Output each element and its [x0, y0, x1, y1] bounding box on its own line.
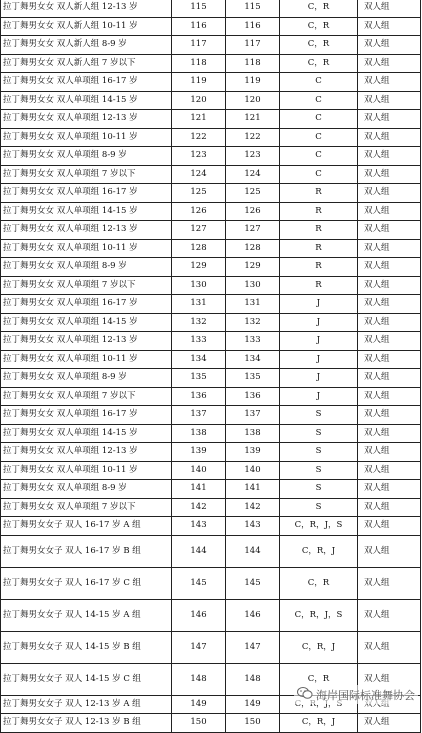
watermark-text: 海岸国际标准舞协会: [316, 688, 415, 702]
event-name-cell: 拉丁舞男女女 双人新人组 8-9 岁: [1, 36, 172, 55]
event-number-cell: 147: [172, 631, 226, 663]
table-row: [1, 631, 421, 663]
event-number-cell: 117: [172, 36, 226, 55]
dances-cell: J: [280, 295, 358, 314]
dances-cell: C，R，J: [280, 631, 358, 663]
event-no-cell: 118: [226, 54, 280, 73]
dances-cell: C: [280, 91, 358, 110]
event-name-cell: 拉丁舞男女女 双人单项组 12-13 岁: [1, 443, 172, 462]
event-no-cell: 132: [226, 313, 280, 332]
table-row: [1, 0, 421, 17]
table-row: [1, 498, 421, 517]
group-type-cell: 双人组: [358, 387, 421, 406]
event-no-cell: 116: [226, 17, 280, 36]
event-no-cell: 126: [226, 202, 280, 221]
group-type-cell: 双人组: [358, 461, 421, 480]
table-row: [1, 369, 421, 388]
table-row: [1, 91, 421, 110]
table-row: [1, 184, 421, 203]
event-number-cell: 129: [172, 258, 226, 277]
dances-cell: S: [280, 424, 358, 443]
event-no-cell: 128: [226, 239, 280, 258]
dances-cell: C，R，J: [280, 535, 358, 567]
event-no-cell: 147: [226, 631, 280, 663]
dances-cell: S: [280, 443, 358, 462]
event-no-cell: 140: [226, 461, 280, 480]
event-no-cell: 148: [226, 663, 280, 695]
dances-cell: S: [280, 406, 358, 425]
event-no-cell: 138: [226, 424, 280, 443]
dances-cell: C，R: [280, 0, 358, 17]
event-name-cell: 拉丁舞男女女子 双人 12-13 岁 B 组: [1, 714, 172, 733]
dances-cell: C: [280, 73, 358, 92]
group-type-cell: 双人组: [358, 599, 421, 631]
event-no-cell: 143: [226, 517, 280, 536]
dances-cell: J: [280, 387, 358, 406]
event-number-cell: 141: [172, 480, 226, 499]
event-number-cell: 133: [172, 332, 226, 351]
dances-cell: C，R，J: [280, 714, 358, 733]
event-number-cell: 116: [172, 17, 226, 36]
table-row: [1, 350, 421, 369]
table-row: [1, 239, 421, 258]
dances-cell: R: [280, 239, 358, 258]
table-row: [1, 599, 421, 631]
group-type-cell: 双人组: [358, 517, 421, 536]
dances-cell: C，R，J，S: [280, 599, 358, 631]
group-type-cell: 双人组: [358, 73, 421, 92]
event-name-cell: 拉丁舞男女女 双人单项组 7 岁以下: [1, 165, 172, 184]
event-name-cell: 拉丁舞男女女子 双人 12-13 岁 A 组: [1, 695, 172, 714]
event-number-cell: 138: [172, 424, 226, 443]
dances-cell: J: [280, 350, 358, 369]
group-type-cell: 双人组: [358, 663, 421, 695]
event-name-cell: 拉丁舞男女女 双人单项组 7 岁以下: [1, 387, 172, 406]
dances-cell: R: [280, 184, 358, 203]
event-number-cell: 150: [172, 714, 226, 733]
event-name-cell: 拉丁舞男女女 双人单项组 8-9 岁: [1, 147, 172, 166]
event-no-cell: 129: [226, 258, 280, 277]
event-name-cell: 拉丁舞男女女 双人单项组 14-15 岁: [1, 313, 172, 332]
event-number-cell: 122: [172, 128, 226, 147]
event-no-cell: 137: [226, 406, 280, 425]
group-type-cell: 双人组: [358, 0, 421, 17]
event-name-cell: 拉丁舞男女女 双人单项组 8-9 岁: [1, 369, 172, 388]
group-type-cell: 双人组: [358, 221, 421, 240]
group-type-cell: 双人组: [358, 239, 421, 258]
event-name-cell: 拉丁舞男女女 双人单项组 10-11 岁: [1, 239, 172, 258]
event-no-cell: 136: [226, 387, 280, 406]
event-name-cell: 拉丁舞男女女 双人单项组 16-17 岁: [1, 295, 172, 314]
group-type-cell: 双人组: [358, 258, 421, 277]
event-number-cell: 118: [172, 54, 226, 73]
event-no-cell: 144: [226, 535, 280, 567]
event-name-cell: 拉丁舞男女女 双人单项组 10-11 岁: [1, 461, 172, 480]
table-row: [1, 221, 421, 240]
event-no-cell: 123: [226, 147, 280, 166]
event-no-cell: 130: [226, 276, 280, 295]
event-name-cell: 拉丁舞男女女 双人单项组 8-9 岁: [1, 480, 172, 499]
table-row: [1, 480, 421, 499]
event-number-cell: 146: [172, 599, 226, 631]
group-type-cell: 双人组: [358, 128, 421, 147]
event-no-cell: 115: [226, 0, 280, 17]
table-row: [1, 424, 421, 443]
event-number-cell: 143: [172, 517, 226, 536]
event-no-cell: 134: [226, 350, 280, 369]
event-number-cell: 123: [172, 147, 226, 166]
event-name-cell: 拉丁舞男女女 双人单项组 14-15 岁: [1, 424, 172, 443]
group-type-cell: 双人组: [358, 165, 421, 184]
dances-cell: C，R: [280, 54, 358, 73]
event-number-cell: 148: [172, 663, 226, 695]
event-no-cell: 142: [226, 498, 280, 517]
event-number-cell: 134: [172, 350, 226, 369]
event-name-cell: 拉丁舞男女女子 双人 14-15 岁 C 组: [1, 663, 172, 695]
event-name-cell: 拉丁舞男女女子 双人 16-17 岁 A 组: [1, 517, 172, 536]
event-number-cell: 149: [172, 695, 226, 714]
event-number-cell: 144: [172, 535, 226, 567]
group-type-cell: 双人组: [358, 498, 421, 517]
dances-cell: C，R: [280, 36, 358, 55]
event-no-cell: 119: [226, 73, 280, 92]
event-no-cell: 127: [226, 221, 280, 240]
dances-cell: C，R，J，S: [280, 517, 358, 536]
group-type-cell: 双人组: [358, 631, 421, 663]
group-type-cell: 双人组: [358, 406, 421, 425]
event-name-cell: 拉丁舞男女女 双人单项组 16-17 岁: [1, 184, 172, 203]
group-type-cell: 双人组: [358, 313, 421, 332]
group-type-cell: 双人组: [358, 480, 421, 499]
group-type-cell: 双人组: [358, 295, 421, 314]
table-row: [1, 295, 421, 314]
event-number-cell: 125: [172, 184, 226, 203]
event-number-cell: 119: [172, 73, 226, 92]
event-number-cell: 115: [172, 0, 226, 17]
dances-cell: J: [280, 369, 358, 388]
event-name-cell: 拉丁舞男女女 双人新人组 7 岁以下: [1, 54, 172, 73]
event-name-cell: 拉丁舞男女女 双人新人组 12-13 岁: [1, 0, 172, 17]
event-no-cell: 131: [226, 295, 280, 314]
event-name-cell: 拉丁舞男女女 双人单项组 10-11 岁: [1, 128, 172, 147]
dances-cell: J: [280, 313, 358, 332]
dances-cell: R: [280, 202, 358, 221]
event-number-cell: 132: [172, 313, 226, 332]
event-number-cell: 126: [172, 202, 226, 221]
event-number-cell: 127: [172, 221, 226, 240]
table-row: [1, 535, 421, 567]
event-name-cell: 拉丁舞男女女子 双人 16-17 岁 B 组: [1, 535, 172, 567]
table-row: [1, 406, 421, 425]
table-row: [1, 202, 421, 221]
event-number-cell: 139: [172, 443, 226, 462]
event-name-cell: 拉丁舞男女女 双人单项组 8-9 岁: [1, 258, 172, 277]
dances-cell: S: [280, 461, 358, 480]
event-number-cell: 142: [172, 498, 226, 517]
table-row: [1, 258, 421, 277]
event-no-cell: 124: [226, 165, 280, 184]
table-row: [1, 443, 421, 462]
dances-cell: R: [280, 276, 358, 295]
group-type-cell: 双人组: [358, 535, 421, 567]
event-name-cell: 拉丁舞男女女 双人单项组 10-11 岁: [1, 350, 172, 369]
dances-cell: C: [280, 128, 358, 147]
event-name-cell: 拉丁舞男女女 双人单项组 7 岁以下: [1, 276, 172, 295]
group-type-cell: 双人组: [358, 424, 421, 443]
event-no-cell: 146: [226, 599, 280, 631]
event-no-cell: 135: [226, 369, 280, 388]
event-number-cell: 124: [172, 165, 226, 184]
group-type-cell: 双人组: [358, 332, 421, 351]
group-type-cell: 双人组: [358, 202, 421, 221]
dances-cell: C，R: [280, 567, 358, 599]
event-no-cell: 133: [226, 332, 280, 351]
group-type-cell: 双人组: [358, 54, 421, 73]
dances-cell: R: [280, 258, 358, 277]
dances-cell: J: [280, 332, 358, 351]
watermark: [294, 685, 418, 704]
group-type-cell: 双人组: [358, 110, 421, 129]
dances-cell: S: [280, 480, 358, 499]
dances-cell: C: [280, 110, 358, 129]
event-number-cell: 128: [172, 239, 226, 258]
group-type-cell: 双人组: [358, 369, 421, 388]
group-type-cell: 双人组: [358, 91, 421, 110]
event-name-cell: 拉丁舞男女女 双人单项组 16-17 岁: [1, 406, 172, 425]
dances-cell: C: [280, 147, 358, 166]
table-row: [1, 110, 421, 129]
event-number-cell: 135: [172, 369, 226, 388]
event-name-cell: 拉丁舞男女女 双人单项组 12-13 岁: [1, 110, 172, 129]
table-row: [1, 17, 421, 36]
event-no-cell: 117: [226, 36, 280, 55]
event-number-cell: 136: [172, 387, 226, 406]
event-name-cell: 拉丁舞男女女 双人单项组 14-15 岁: [1, 91, 172, 110]
event-name-cell: 拉丁舞男女女子 双人 14-15 岁 B 组: [1, 631, 172, 663]
event-number-cell: 145: [172, 567, 226, 599]
event-table-body: [1, 0, 421, 732]
event-name-cell: 拉丁舞男女女 双人单项组 7 岁以下: [1, 498, 172, 517]
event-number-cell: 130: [172, 276, 226, 295]
group-type-cell: 双人组: [358, 714, 421, 733]
table-row: [1, 313, 421, 332]
table-row: [1, 567, 421, 599]
event-name-cell: 拉丁舞男女女 双人单项组 16-17 岁: [1, 73, 172, 92]
event-name-cell: 拉丁舞男女女子 双人 16-17 岁 C 组: [1, 567, 172, 599]
event-name-cell: 拉丁舞男女女子 双人 14-15 岁 A 组: [1, 599, 172, 631]
table-row: [1, 128, 421, 147]
event-no-cell: 125: [226, 184, 280, 203]
group-type-cell: 双人组: [358, 36, 421, 55]
table-row: [1, 54, 421, 73]
table-row: [1, 147, 421, 166]
event-no-cell: 149: [226, 695, 280, 714]
dances-cell: S: [280, 498, 358, 517]
table-row: [1, 332, 421, 351]
group-type-cell: 双人组: [358, 184, 421, 203]
event-name-cell: 拉丁舞男女女 双人新人组 10-11 岁: [1, 17, 172, 36]
event-number-cell: 131: [172, 295, 226, 314]
table-row: [1, 73, 421, 92]
event-no-cell: 121: [226, 110, 280, 129]
group-type-cell: 双人组: [358, 350, 421, 369]
event-number-cell: 120: [172, 91, 226, 110]
event-no-cell: 139: [226, 443, 280, 462]
table-row: [1, 387, 421, 406]
table-row: [1, 461, 421, 480]
event-number-cell: 137: [172, 406, 226, 425]
table-row: [1, 517, 421, 536]
event-no-cell: 141: [226, 480, 280, 499]
group-type-cell: 双人组: [358, 276, 421, 295]
event-no-cell: 120: [226, 91, 280, 110]
event-no-cell: 122: [226, 128, 280, 147]
table-row: [1, 276, 421, 295]
group-type-cell: 双人组: [358, 443, 421, 462]
dances-cell: C: [280, 165, 358, 184]
dances-cell: C，R: [280, 663, 358, 695]
dances-cell: C，R: [280, 17, 358, 36]
group-type-cell: 双人组: [358, 567, 421, 599]
table-row: [1, 165, 421, 184]
table-row: [1, 36, 421, 55]
table-row: [1, 714, 421, 733]
event-number-cell: 121: [172, 110, 226, 129]
event-name-cell: 拉丁舞男女女 双人单项组 12-13 岁: [1, 332, 172, 351]
event-name-cell: 拉丁舞男女女 双人单项组 12-13 岁: [1, 221, 172, 240]
group-type-cell: 双人组: [358, 17, 421, 36]
event-number-cell: 140: [172, 461, 226, 480]
dances-cell: R: [280, 221, 358, 240]
event-no-cell: 145: [226, 567, 280, 599]
group-type-cell: 双人组: [358, 147, 421, 166]
wechat-icon: [297, 686, 313, 703]
event-name-cell: 拉丁舞男女女 双人单项组 14-15 岁: [1, 202, 172, 221]
event-no-cell: 150: [226, 714, 280, 733]
